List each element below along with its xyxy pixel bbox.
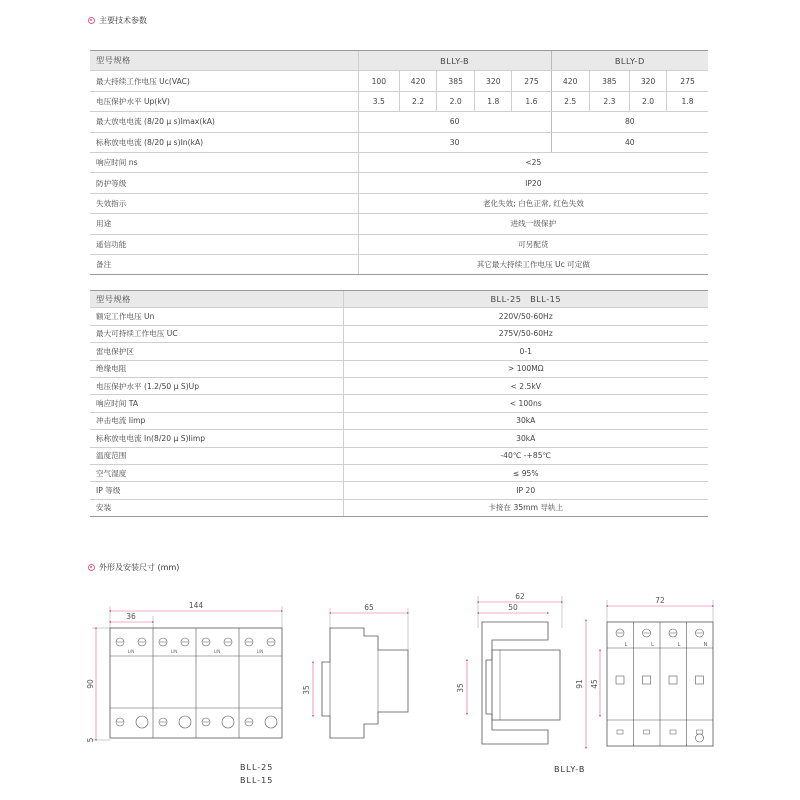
row-label: 防护等级 bbox=[90, 173, 358, 193]
row-label: 最大放电电流 (8/20 μ s)Imax(kA) bbox=[90, 112, 358, 132]
row-label: 最大可持续工作电压 UC bbox=[90, 325, 343, 342]
bll-side-view bbox=[302, 603, 408, 738]
dim-blly-height: 91 bbox=[575, 679, 584, 689]
dim-side-depth: 65 bbox=[364, 603, 374, 612]
module-label: L/N bbox=[127, 649, 135, 654]
cell-value: 100 bbox=[358, 71, 399, 91]
cell-value: <25 bbox=[358, 152, 708, 172]
caption-blly-b: BLLY-B bbox=[554, 765, 586, 774]
section-title-text: 主要技术参数 bbox=[99, 16, 147, 25]
row-label: 冲击电流 Iimp bbox=[90, 412, 343, 429]
caption-bll-15: BLL-15 bbox=[240, 776, 274, 785]
row-label: 失效指示 bbox=[90, 193, 358, 213]
caption-bll-25: BLL-25 bbox=[240, 763, 274, 772]
header-model-d: BLLY-D bbox=[551, 51, 708, 71]
indicator-window-icon bbox=[136, 716, 148, 728]
header-label: 型号规格 bbox=[90, 291, 343, 308]
cell-value: 1.6 bbox=[512, 91, 551, 111]
module-label: L/N bbox=[256, 649, 264, 654]
cell-value: 2.5 bbox=[551, 91, 589, 111]
row-label: 备注 bbox=[90, 254, 358, 274]
terminal-screw-icon bbox=[696, 734, 704, 742]
terminal-label: N bbox=[703, 642, 708, 648]
indicator-window-icon bbox=[696, 676, 704, 684]
row-label: IP 等级 bbox=[90, 482, 343, 499]
cell-value: 2.0 bbox=[437, 91, 475, 111]
dim-blly-width: 72 bbox=[655, 596, 665, 605]
cell-value: < 100ns bbox=[343, 395, 708, 412]
row-label: 响应时间 ns bbox=[90, 152, 358, 172]
cell-value: 30kA bbox=[343, 412, 708, 429]
indicator-window-icon bbox=[669, 676, 677, 684]
module-label: L/N bbox=[170, 649, 178, 654]
row-label: 用途 bbox=[90, 214, 358, 234]
row-label: 安装 bbox=[90, 499, 343, 516]
row-label: 空气湿度 bbox=[90, 464, 343, 481]
dim-blly-mid: 45 bbox=[590, 679, 599, 689]
row-label: 额定工作电压 Un bbox=[90, 308, 343, 325]
indicator-window-icon bbox=[222, 716, 234, 728]
cell-value-b: 30 bbox=[358, 132, 551, 152]
header-label: 型号规格 bbox=[90, 51, 358, 71]
dim-side-rail: 35 bbox=[302, 685, 311, 695]
cell-value-b: 60 bbox=[358, 112, 551, 132]
cell-value: IP 20 bbox=[343, 482, 708, 499]
module-label: L/N bbox=[213, 649, 221, 654]
section-title-text: 外形及安装尺寸 (mm) bbox=[99, 563, 180, 572]
row-label: 遥信功能 bbox=[90, 234, 358, 254]
row-label: 最大持续工作电压 Uc(VAC) bbox=[90, 71, 358, 91]
cell-value: 275 bbox=[512, 71, 551, 91]
cell-value: 320 bbox=[475, 71, 512, 91]
cell-value-d: 40 bbox=[551, 132, 708, 152]
cell-value: 420 bbox=[399, 71, 436, 91]
indicator-window-icon bbox=[643, 676, 651, 684]
cell-value: IP20 bbox=[358, 173, 708, 193]
dim-blly-depth: 50 bbox=[508, 603, 518, 612]
cell-value: 2.0 bbox=[630, 91, 667, 111]
dim-blly-rail: 35 bbox=[456, 683, 465, 693]
row-label: 标称放电电流 (8/20 μ s)In(kA) bbox=[90, 132, 358, 152]
cell-value: ≤ 95% bbox=[343, 464, 708, 481]
cell-value: -40℃ -+85℃ bbox=[343, 447, 708, 464]
header-model-b: BLLY-B bbox=[358, 51, 551, 71]
cell-value: 385 bbox=[589, 71, 629, 91]
cell-value: 220V/50-60Hz bbox=[343, 308, 708, 325]
cell-value: 30kA bbox=[343, 430, 708, 447]
terminal-label: L bbox=[624, 642, 628, 648]
header-models: BLL-25 BLL-15 bbox=[343, 291, 708, 308]
row-label: 响应时间 TA bbox=[90, 395, 343, 412]
row-label: 温度范围 bbox=[90, 447, 343, 464]
cell-value: 275V/50-60Hz bbox=[343, 325, 708, 342]
blly-front-view bbox=[575, 596, 713, 748]
indicator-window-icon bbox=[265, 716, 277, 728]
dim-bll-width-total: 144 bbox=[188, 601, 204, 610]
dim-blly-depth-total: 62 bbox=[515, 592, 525, 601]
row-label: 标称放电电流 In(8/20 μ S)Iimp bbox=[90, 430, 343, 447]
terminal-label: L bbox=[677, 642, 681, 648]
dim-bll-height: 90 bbox=[86, 679, 95, 689]
cell-value: 卡接在 35mm 导轨上 bbox=[343, 499, 708, 516]
cell-value: 老化失效; 白色正常, 红色失效 bbox=[358, 193, 708, 213]
cell-value: 3.5 bbox=[358, 91, 399, 111]
cell-value: 1.8 bbox=[667, 91, 708, 111]
cell-value: < 2.5kV bbox=[343, 377, 708, 394]
cell-value: 1.8 bbox=[475, 91, 512, 111]
row-label: 雷电保护区 bbox=[90, 343, 343, 360]
cell-value: 320 bbox=[630, 71, 667, 91]
bll-front-view bbox=[86, 601, 282, 742]
cell-value: 进线一级保护 bbox=[358, 214, 708, 234]
cell-value: > 100MΩ bbox=[343, 360, 708, 377]
row-label: 电压保护水平 (1.2/50 μ S)Up bbox=[90, 377, 343, 394]
row-label: 绝缘电阻 bbox=[90, 360, 343, 377]
indicator-window-icon bbox=[179, 716, 191, 728]
indicator-window-icon bbox=[616, 676, 624, 684]
cell-value: 275 bbox=[667, 71, 708, 91]
cell-value: 385 bbox=[437, 71, 475, 91]
cell-value: 其它最大持续工作电压 Uc 可定做 bbox=[358, 254, 708, 274]
dim-bll-bottom: 5 bbox=[86, 737, 95, 743]
cell-value: 0-1 bbox=[343, 343, 708, 360]
terminal-label: L bbox=[651, 642, 654, 648]
dim-bll-module: 36 bbox=[126, 612, 136, 621]
row-label: 电压保护水平 Up(kV) bbox=[90, 91, 358, 111]
cell-value-d: 80 bbox=[551, 112, 708, 132]
blly-side-view bbox=[456, 592, 562, 744]
cell-value: 2.2 bbox=[399, 91, 436, 111]
cell-value: 可另配货 bbox=[358, 234, 708, 254]
cell-value: 2.3 bbox=[589, 91, 629, 111]
cell-value: 420 bbox=[551, 71, 589, 91]
